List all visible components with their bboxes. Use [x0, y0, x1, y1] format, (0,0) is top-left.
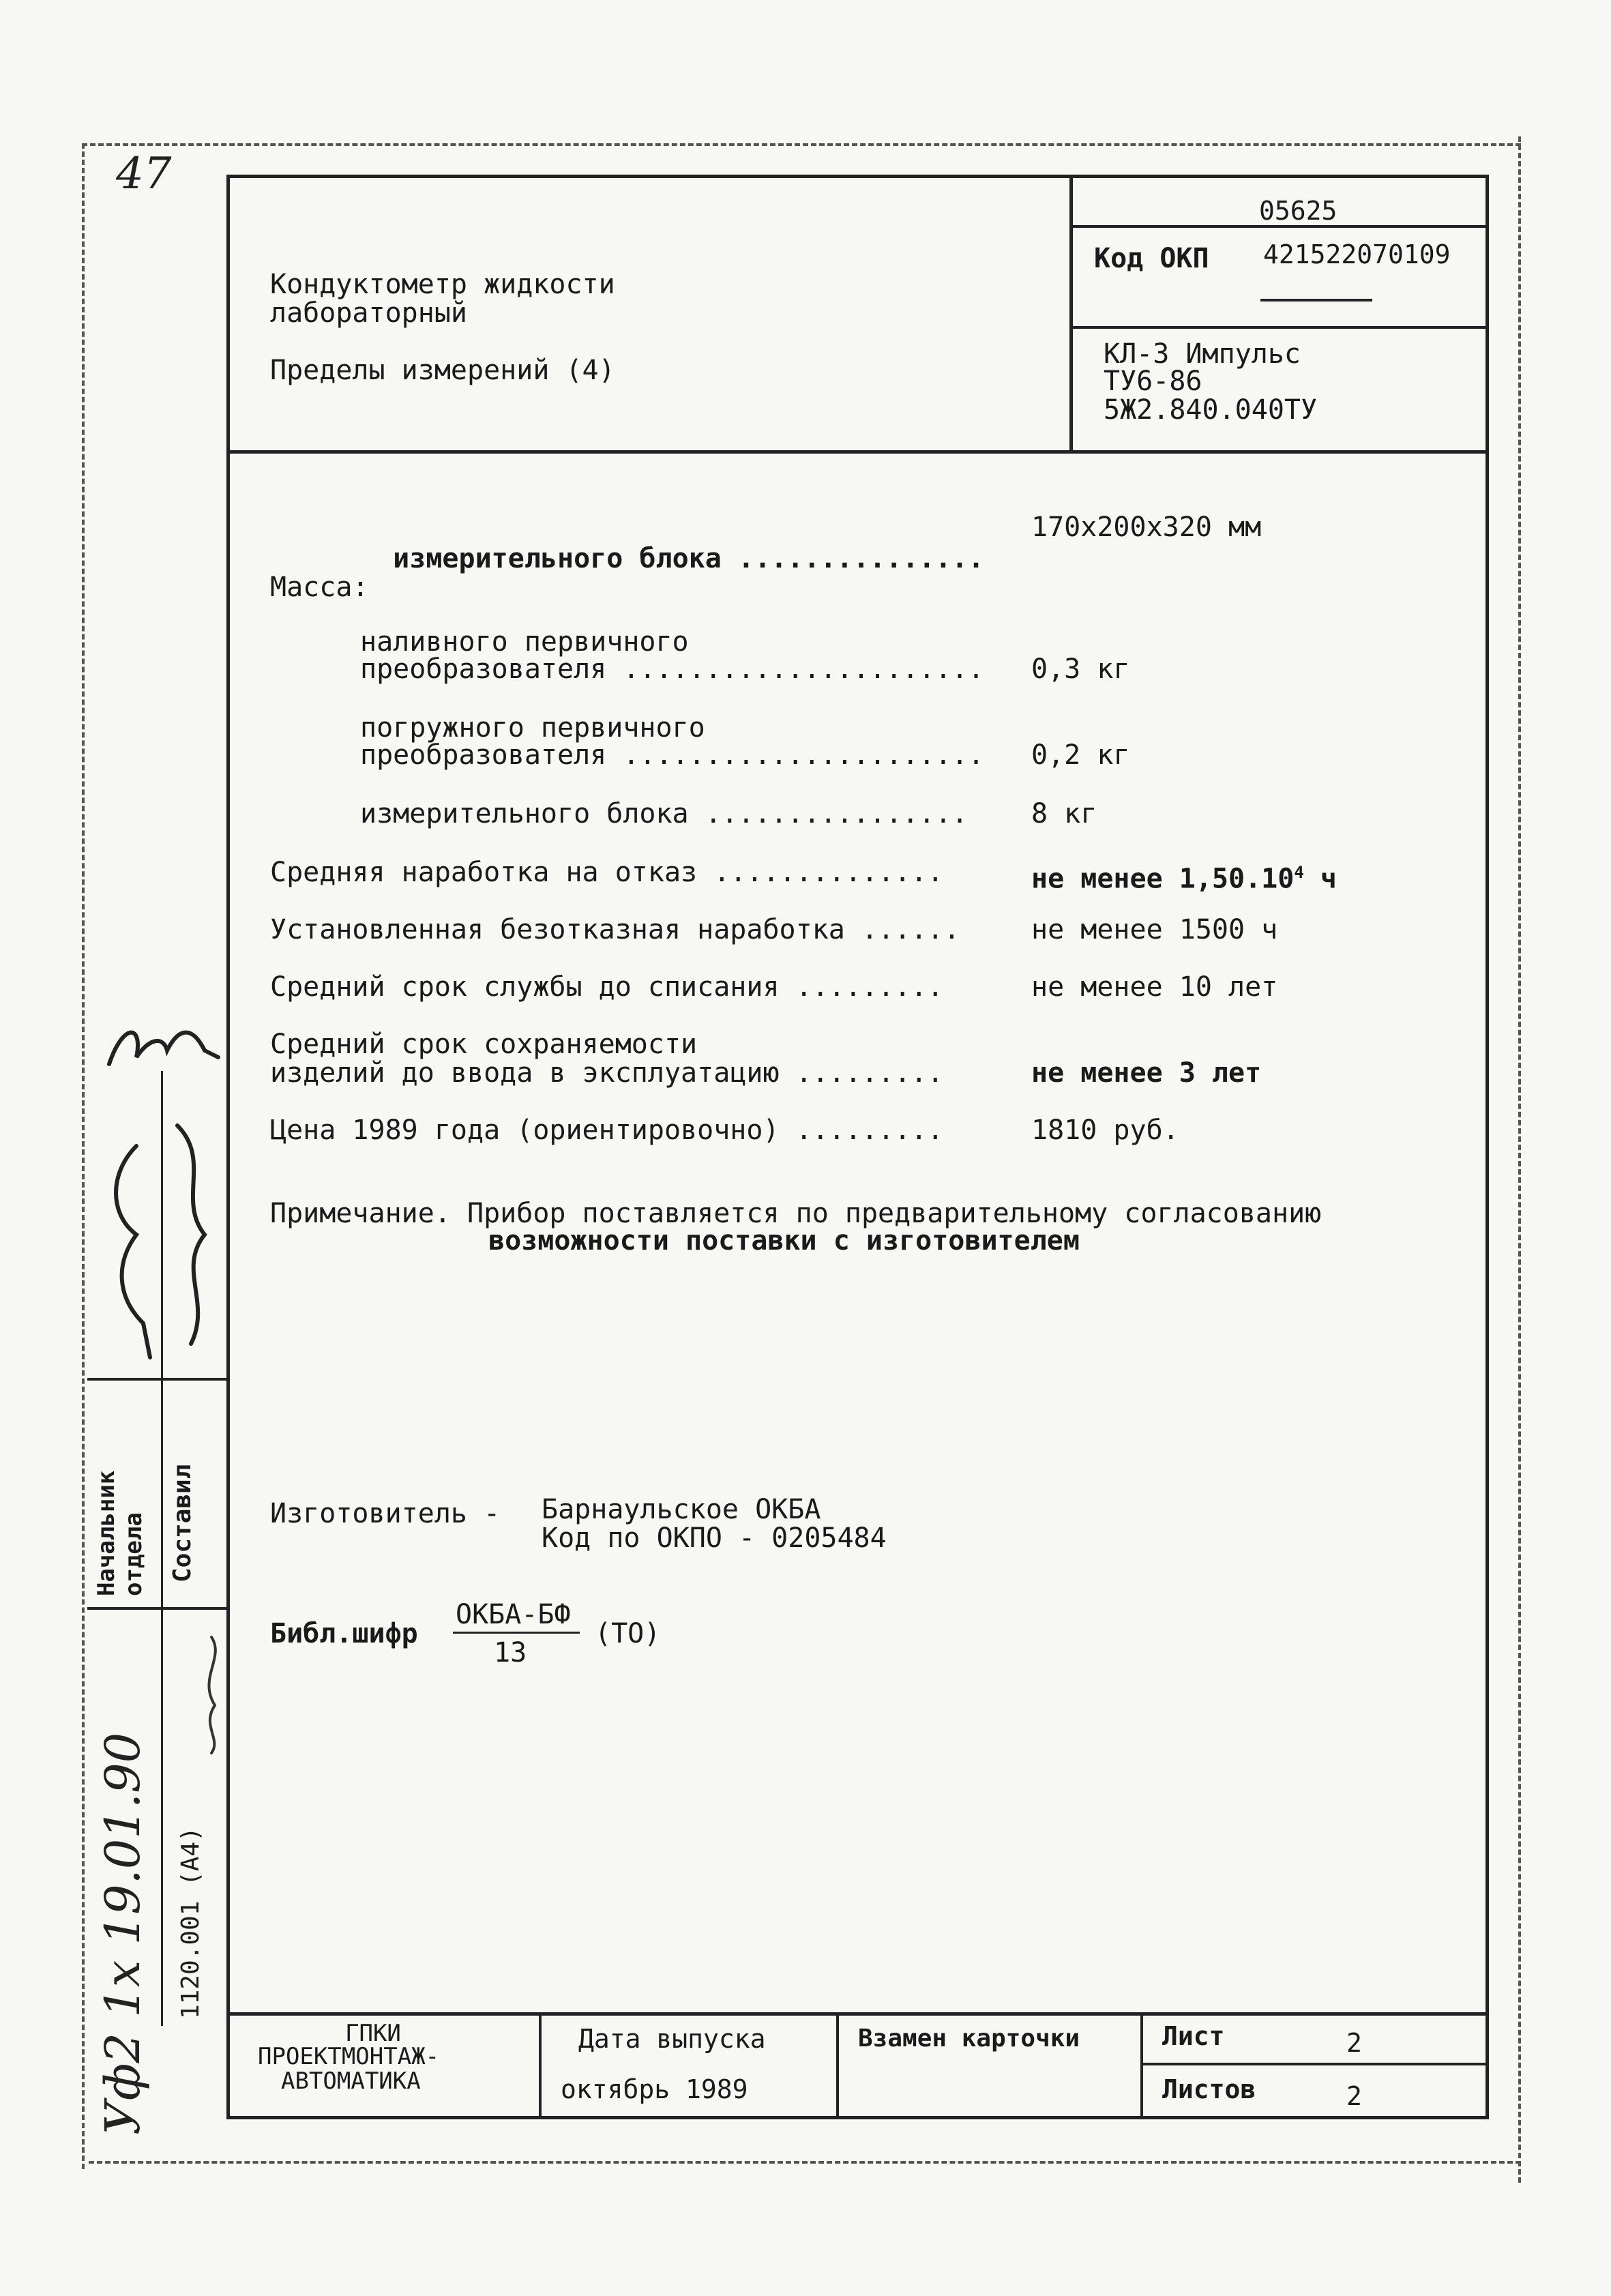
main-border-left — [226, 175, 230, 2119]
header-cell-line-2 — [1069, 326, 1488, 329]
spec-mtbf-value — [1031, 857, 1337, 894]
model-line2: ТУ6-86 — [1104, 366, 1202, 397]
manufacturer-label: Изготовитель - — [270, 1498, 501, 1529]
okp-label: Код ОКП — [1094, 243, 1209, 274]
model-line3: 5Ж2.840.040ТУ — [1104, 394, 1318, 426]
note-line2: возможности поставки с изготовителем — [488, 1225, 1080, 1256]
mass-item-3-line2: измерительного блока ................ — [360, 798, 969, 829]
note-line1: Примечание. Прибор поставляется по предварительному согласованию — [270, 1198, 1322, 1229]
signature-3 — [164, 1105, 225, 1364]
sidebar-row-line-2 — [87, 1607, 226, 1610]
sheets-value: 2 — [1346, 2081, 1362, 2111]
product-name-line2: лабораторный — [270, 297, 467, 329]
issue-value: октябрь 1989 — [561, 2074, 748, 2104]
header-right-column-divider — [1069, 175, 1073, 453]
sheets-label: Листов — [1162, 2074, 1256, 2104]
manufacturer-code: Код по ОКПО - 0205484 — [542, 1522, 887, 1554]
storage-value: не менее 3 лет — [1031, 1057, 1262, 1089]
issue-label: Дата выпуска — [578, 2024, 766, 2054]
sidebar-handwritten-date: Уф2 1х 19.01.90 — [95, 1732, 151, 2135]
left-frame-line — [82, 143, 85, 2169]
okp-underline — [1260, 299, 1372, 301]
replaces-label: Взамен карточки — [858, 2025, 1080, 2052]
price-label: Цена 1989 года (ориентировочно) ......... — [270, 1115, 944, 1146]
storage-line2: изделий до ввода в эксплуатацию ......... — [270, 1057, 944, 1089]
footer-top-line — [226, 2012, 1488, 2016]
product-name-line1: Кондуктометр жидкости — [270, 269, 615, 300]
mass-item-1-line1: наливного первичного — [360, 626, 689, 658]
right-frame-line — [1518, 136, 1521, 2183]
dim-block-value: 170x200x320 мм — [1031, 512, 1262, 543]
bottom-frame-line — [89, 2161, 1521, 2164]
mass-title: Масса: — [270, 572, 369, 603]
footer-org-line3: АВТОМАТИКА — [281, 2067, 421, 2095]
top-frame-line — [82, 143, 1521, 146]
main-border-top — [226, 175, 1488, 178]
dim-block-label-text: измерительного блока ............... — [393, 543, 985, 574]
footer-divider-1 — [539, 2012, 542, 2117]
mass-item-2-line2: преобразователя ...................... — [360, 739, 985, 771]
spec-service-life-label: Средний срок службы до списания ......... — [270, 971, 944, 1003]
okp-code: 421522070109 — [1263, 239, 1451, 269]
cipher-denominator: 13 — [494, 1637, 527, 1668]
card-number: 05625 — [1259, 196, 1337, 226]
page-number-handwritten: 47 — [116, 149, 172, 199]
sheet-value: 2 — [1346, 2028, 1362, 2058]
cipher-fraction-bar — [453, 1632, 580, 1634]
header-bottom-line — [226, 450, 1488, 454]
mass-item-2-line1: погружного первичного — [360, 712, 705, 744]
storage-line1: Средний срок сохраняемости — [270, 1029, 698, 1060]
manufacturer-name: Барнаульское ОКБА — [542, 1494, 821, 1525]
mass-item-2-value: 0,2 кг — [1031, 739, 1130, 771]
spec-failure-free-label: Установленная безотказная наработка ...... — [270, 914, 960, 945]
signature-4 — [191, 1630, 232, 1760]
spec-mtbf-unit: ч — [1303, 863, 1337, 895]
mass-item-3-value: 8 кг — [1031, 798, 1097, 829]
cipher-label: Библ.шифр — [270, 1618, 418, 1649]
spec-service-life-value: не менее 10 лет — [1031, 971, 1278, 1003]
sidebar-row-line-1 — [87, 1378, 226, 1381]
main-border-right — [1486, 175, 1489, 2119]
signature-1 — [102, 1010, 225, 1085]
footer-org-line2: ПРОЕКТМОНТАЖ- — [258, 2043, 440, 2070]
footer-sheet-row-line — [1140, 2063, 1488, 2065]
sidebar-form-code: 1120.001 (А4) — [177, 1827, 205, 2019]
signature-2 — [89, 1132, 164, 1364]
spec-mtbf-label: Средняя наработка на отказ .............. — [270, 857, 944, 888]
mass-item-1-line2: преобразователя ...................... — [360, 653, 985, 685]
sidebar-role-author: Составил — [168, 1464, 196, 1583]
spec-mtbf-exponent: 4 — [1294, 863, 1304, 882]
main-border-bottom — [226, 2116, 1489, 2119]
model-line1: КЛ-3 Импульс — [1104, 338, 1301, 370]
spec-mtbf-value-text: не менее 1,50.10 — [1031, 863, 1295, 895]
spec-failure-free-value: не менее 1500 ч — [1031, 914, 1278, 945]
footer-org-line1: ГПКИ — [345, 2020, 401, 2047]
price-value: 1810 руб. — [1031, 1115, 1179, 1146]
cipher-suffix: (ТО) — [595, 1618, 661, 1649]
dim-block-label — [360, 512, 984, 574]
footer-divider-2 — [836, 2012, 839, 2117]
sheet-label: Лист — [1162, 2021, 1225, 2051]
cipher-numerator: ОКБА-БФ — [456, 1599, 571, 1630]
mass-item-1-value: 0,3 кг — [1031, 653, 1130, 685]
section-title: Пределы измерений (4) — [270, 355, 615, 386]
sidebar-role-head: Начальник отдела — [93, 1470, 147, 1596]
